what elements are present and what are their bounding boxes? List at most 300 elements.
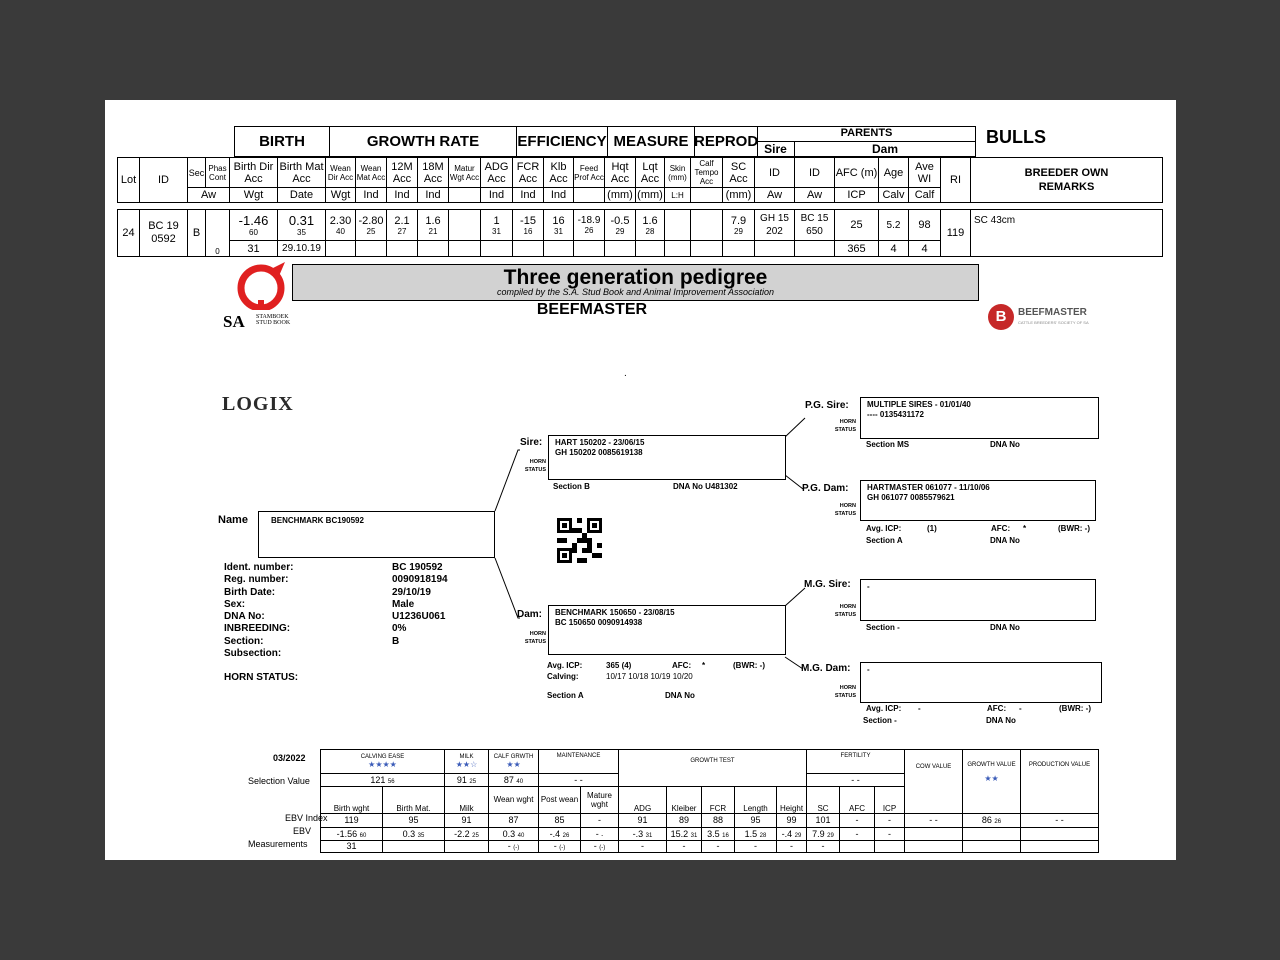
- pg-sire-line1: MULTIPLE SIRES - 01/01/40: [867, 400, 971, 409]
- col-fcr: FCR Acc: [513, 158, 544, 188]
- col-klb: Klb Acc: [544, 158, 574, 188]
- birthdate-value: 29/10/19: [392, 586, 431, 598]
- unit-aw2: Aw: [755, 188, 795, 203]
- col-fcr: FCR: [702, 787, 735, 813]
- ebv-value-cell: [875, 827, 905, 840]
- col-id: ID: [140, 158, 188, 203]
- ebv-index-growth-value: [963, 813, 1021, 827]
- group-fertility: FERTILITY: [807, 750, 905, 774]
- row-sec: B: [188, 210, 206, 257]
- col-dam-id: ID: [795, 158, 835, 188]
- pg-dam-icp: (1): [927, 524, 937, 533]
- group-calving-ease: [321, 750, 445, 774]
- ebv-index-cell: 87: [489, 813, 539, 827]
- sel-calf-acc: 40: [516, 779, 524, 786]
- ebv-value-cell: [321, 827, 383, 840]
- logix-logo: LOGIX: [222, 393, 294, 415]
- col-calf-tempo: Calf Tempo Acc: [691, 158, 723, 188]
- m18-acc: 21: [428, 226, 438, 236]
- sel-calving-value: 121: [370, 775, 386, 786]
- col-adg: ADG: [619, 787, 667, 813]
- col-milk: Milk: [445, 787, 489, 813]
- ebv-acc: 29: [794, 832, 802, 839]
- birth-header-label: BIRTH: [259, 133, 305, 150]
- ebv-acc: 60: [359, 832, 367, 839]
- group-maintenance: MAINTENANCE: [539, 750, 619, 774]
- col-birth-mat: Birth Mat.: [383, 787, 445, 813]
- ebv-index-cell: 85: [539, 813, 581, 827]
- inbreeding-label: INBREEDING:: [224, 623, 291, 635]
- measurement-cell: [581, 840, 619, 852]
- ebv-index-cell: 99: [777, 813, 807, 827]
- mg-sire-horn-status: HORN STATUS: [834, 604, 856, 618]
- pg-sire-section: Section MS: [866, 440, 910, 449]
- measurement-cell: [539, 840, 581, 852]
- measurement-value: -: [790, 841, 793, 852]
- growth-header-label: GROWTH RATE: [366, 133, 480, 150]
- mg-dam-dna: DNA No: [986, 716, 1016, 725]
- dam-box: [548, 605, 786, 655]
- ident-value: BC 190592: [392, 562, 443, 573]
- birth-mat-acc: 35: [297, 228, 306, 237]
- measurement-cell: [445, 840, 489, 852]
- col-lqt: Lqt Acc: [636, 158, 665, 188]
- sire-dna: DNA No U481302: [673, 482, 738, 491]
- ebv-acc: 25: [472, 832, 479, 839]
- col-remarks: BREEDER OWN REMARKS: [971, 158, 1163, 203]
- milk-label: MILK: [459, 754, 474, 761]
- measurement-cell: [321, 840, 383, 852]
- ebv-index-production: - -: [1021, 813, 1099, 827]
- mg-sire-label: M.G. Sire:: [804, 579, 851, 590]
- m12-acc: 27: [397, 226, 407, 236]
- measurement-cell: [875, 840, 905, 852]
- m18-value: 1.6: [425, 214, 441, 227]
- group-calf-growth: [489, 750, 539, 774]
- measurement-cell: [807, 840, 840, 852]
- pg-dam-line1: HARTMASTER 061077 - 11/10/06: [867, 483, 990, 492]
- measurement-acc: (-): [559, 845, 566, 852]
- reg-label: Reg. number:: [224, 574, 289, 586]
- measurement-empty: [1021, 840, 1099, 852]
- reprod-header-label: REPROD: [694, 133, 759, 150]
- measurement-value: -: [821, 841, 825, 852]
- measurement-cell: [383, 840, 445, 852]
- ebv-index-gv-acc: 26: [994, 819, 1002, 826]
- mg-dam-afc: -: [1019, 704, 1022, 713]
- parents-title: PARENTS: [840, 127, 893, 139]
- ebv-value: -.3: [632, 828, 644, 839]
- ebv-label: EBV: [293, 826, 312, 836]
- ebv-measurement-row: [321, 840, 1099, 852]
- ebv-value: -: [855, 828, 859, 839]
- birth-mat-value: 0.31: [288, 213, 315, 228]
- ebv-value: -.4: [781, 828, 793, 839]
- dam-bwr: (BWR: -): [733, 661, 765, 670]
- calving-ease-label: CALVING EASE: [360, 754, 405, 761]
- col-kleiber: Kleiber: [667, 787, 702, 813]
- sex-value: Male: [392, 598, 415, 610]
- measurement-value: -: [682, 841, 686, 852]
- ebv-acc: 31: [645, 832, 653, 839]
- birth-dir-acc: 60: [249, 228, 258, 237]
- group-production-value: PRODUCTION VALUE: [1021, 750, 1099, 814]
- dam-dna: DNA No: [665, 691, 695, 700]
- unit-mm2: (mm): [637, 189, 663, 201]
- mg-dam-label: M.G. Dam:: [801, 663, 851, 674]
- pg-sire-label: P.G. Sire:: [805, 400, 849, 411]
- pg-sire-line2: ---- 0135431172: [867, 410, 924, 419]
- ebv-value-cell: [735, 827, 777, 840]
- pg-dam-label: P.G. Dam:: [802, 483, 849, 494]
- ebv-value-row: [321, 827, 1099, 840]
- wean-dir-acc: 40: [336, 226, 345, 236]
- mg-dam-line1: -: [867, 665, 870, 674]
- mg-dam-box: [860, 662, 1102, 703]
- ebv-value-cell: [445, 827, 489, 840]
- ebv-value: 3.5: [707, 828, 720, 839]
- m12-value: 2.1: [394, 214, 410, 227]
- ebv-value-cell: [840, 827, 875, 840]
- calving-ease-stars: ★★★★: [368, 760, 397, 770]
- line-to-pg-dam: [785, 475, 803, 489]
- sa-logo-text: SA: [223, 312, 245, 331]
- section-label: Section:: [224, 635, 264, 647]
- pg-dam-icp-label: Avg. ICP:: [866, 524, 902, 533]
- pg-dam-line2: GH 061077 0085579621: [867, 493, 955, 502]
- unit-ind3: Ind: [418, 188, 449, 203]
- unit-ind5: Ind: [513, 188, 544, 203]
- sex-label: Sex:: [224, 598, 246, 610]
- dam-afc-label: AFC:: [672, 661, 692, 670]
- calf-growth-label: CALF GRWTH: [493, 754, 534, 761]
- dam-icp: 365 (4): [606, 661, 632, 670]
- measure-header-label: MEASURE: [613, 133, 689, 150]
- pg-dam-afc: *: [1023, 524, 1027, 533]
- col-sc: SC: [807, 787, 840, 813]
- ebv-value-cell: [383, 827, 445, 840]
- adg-acc: 31: [492, 226, 501, 236]
- sire-label: Sire:: [520, 437, 543, 448]
- pg-sire-dna: DNA No: [990, 440, 1020, 449]
- measurements-label: Measurements: [248, 839, 308, 849]
- row-icp: 365: [835, 241, 879, 257]
- sire-line1: HART 150202 - 23/06/15: [555, 438, 645, 447]
- col-sec: Sec: [188, 158, 206, 188]
- col-birth-mat: Birth Mat Acc: [278, 158, 326, 188]
- measurement-value: -: [593, 841, 597, 852]
- pg-dam-box: [860, 480, 1096, 521]
- ebv-value: -: [888, 828, 891, 839]
- breed-name: BEEFMASTER: [536, 301, 648, 318]
- unit-aw3: Aw: [795, 188, 835, 203]
- dam-horn-status: HORN STATUS: [524, 631, 546, 645]
- sire-horn-status: HORN STATUS: [524, 459, 546, 473]
- ebv-acc: 16: [722, 832, 729, 839]
- sel-calving: [321, 774, 445, 787]
- ebv-table: [320, 749, 1099, 853]
- measurement-empty: [905, 840, 963, 852]
- unit-mm1: (mm): [605, 188, 636, 203]
- ebv-value: -1.56: [336, 828, 358, 839]
- measurement-cell: [777, 840, 807, 852]
- measurement-cell: [702, 840, 735, 852]
- col-mature-wght: Mature wght: [581, 787, 619, 813]
- col-length: Length: [735, 787, 777, 813]
- lqt-value: 1.6: [642, 214, 658, 227]
- ebv-acc: 35: [417, 832, 425, 839]
- group-milk: [445, 750, 489, 774]
- ebv-index-row: [321, 813, 1099, 827]
- dam-calving-label: Calving:: [547, 672, 579, 681]
- col-ave: Ave WI: [909, 158, 941, 188]
- dam-line1: BENCHMARK 150650 - 23/08/15: [555, 608, 675, 617]
- unit-ind4: Ind: [481, 188, 513, 203]
- row-birth-date: 29.10.19: [278, 241, 326, 257]
- mg-sire-line1: -: [867, 582, 870, 591]
- measurement-cell: [840, 840, 875, 852]
- pg-dam-section: Section A: [866, 536, 903, 545]
- row-phas: 0: [206, 210, 230, 257]
- ebv-value-empty: [1021, 827, 1099, 840]
- ebv-date: 03/2022: [273, 753, 306, 763]
- ebv-acc: 28: [759, 832, 767, 839]
- unit-date: Date: [278, 188, 326, 203]
- ebv-value: -: [595, 828, 599, 839]
- mg-sire-section: Section -: [866, 623, 900, 632]
- col-afc: AFC: [840, 787, 875, 813]
- ebv-index-cow: - -: [905, 813, 963, 827]
- mg-dam-icp-label: Avg. ICP:: [866, 704, 902, 713]
- beefmaster-logo-sub: CATTLE BREEDERS' SOCIETY OF SA: [1018, 320, 1089, 325]
- measurement-empty: [963, 840, 1021, 852]
- sel-maint: - -: [539, 774, 619, 787]
- row-age: 5.2: [879, 210, 909, 241]
- mg-dam-icp: -: [918, 704, 921, 713]
- ebv-value: 7.9: [812, 828, 825, 839]
- adg-value: 1: [493, 214, 500, 227]
- unit-icp: ICP: [835, 188, 879, 203]
- reg-value: 0090918194: [392, 574, 448, 586]
- measurement-cell: [489, 840, 539, 852]
- ebv-index-label: EBV Index: [285, 813, 328, 823]
- sel-milk-value: 91: [456, 775, 467, 786]
- col-matur: Matur Wgt Acc: [449, 158, 481, 188]
- ebv-index-cell: 95: [735, 813, 777, 827]
- ebv-acc: 40: [517, 832, 525, 839]
- sire-box: [548, 435, 786, 480]
- ebv-value-cell: [489, 827, 539, 840]
- ebv-value-cell: [702, 827, 735, 840]
- ebv-index-cell: 101: [807, 813, 840, 827]
- measurement-cell: [667, 840, 702, 852]
- row-calv: 4: [879, 241, 909, 257]
- ebv-value: -2.2: [454, 828, 470, 839]
- col-icp: ICP: [875, 787, 905, 813]
- fcr-acc: 16: [523, 226, 533, 236]
- sc-value: 7.9: [730, 214, 747, 227]
- sire-section: Section B: [553, 482, 590, 491]
- col-phas: Phas Cont: [206, 158, 230, 188]
- section-value: B: [392, 635, 400, 647]
- pg-dam-dna: DNA No: [990, 536, 1020, 545]
- measurement-value: -: [754, 841, 757, 852]
- parents-sire: Sire: [764, 142, 787, 156]
- unit-wgt2: Wgt: [326, 188, 356, 203]
- pg-dam-bwr: (BWR: -): [1058, 524, 1090, 533]
- measurement-value: -: [553, 841, 557, 852]
- ebv-value-cell: [667, 827, 702, 840]
- dna-label: DNA No:: [224, 611, 265, 623]
- pg-sire-box: [860, 397, 1099, 439]
- pedigree-sheet: [105, 100, 1176, 860]
- col-hqt: Hqt Acc: [605, 158, 636, 188]
- ebv-index-cell: 89: [667, 813, 702, 827]
- feed-value: -18.9: [577, 215, 601, 226]
- birth-dir-value: -1.46: [238, 213, 269, 228]
- group-cow-value: COW VALUE: [905, 750, 963, 814]
- klb-value: 16: [552, 214, 565, 227]
- ebv-index-cell: -: [875, 813, 905, 827]
- unit-ind2: Ind: [387, 188, 418, 203]
- col-wean-wght: Wean wght: [489, 787, 539, 813]
- col-birth-wght: Birth wght: [321, 787, 383, 813]
- mg-dam-bwr: (BWR: -): [1059, 704, 1091, 713]
- col-afc: AFC (m): [835, 158, 879, 188]
- dam-icp-label: Avg. ICP:: [547, 661, 583, 670]
- lqt-acc: 28: [645, 226, 655, 236]
- inbreeding-value: 0%: [392, 623, 407, 635]
- ebv-value: 1.5: [744, 828, 758, 839]
- name-label: Name: [218, 514, 248, 526]
- ebv-value: -.4: [549, 828, 561, 839]
- row-remarks: SC 43cm: [971, 210, 1163, 257]
- unit-ind: Ind: [356, 188, 387, 203]
- measurement-cell: [619, 840, 667, 852]
- growth-value-stars: ★★: [984, 774, 999, 783]
- col-wean-dir: Wean Dir Acc: [326, 158, 356, 188]
- ebv-value-cell: [539, 827, 581, 840]
- ebv-value-cell: [619, 827, 667, 840]
- horn-status-label: HORN STATUS:: [224, 672, 299, 683]
- ident-label: Ident. number:: [224, 562, 294, 573]
- pg-dam-horn-status: HORN STATUS: [834, 503, 856, 517]
- measurement-value: -: [507, 841, 511, 852]
- sa-logo-sub2: STUD BOOK: [256, 320, 291, 326]
- sel-calf: [489, 774, 539, 787]
- hqt-acc: 29: [615, 226, 625, 236]
- wean-dir-value: 2.30: [329, 214, 352, 227]
- mg-sire-dna: DNA No: [990, 623, 1020, 632]
- unit-aw: Aw: [188, 188, 230, 203]
- col-age: Age: [879, 158, 909, 188]
- ebv-index-gv-value: 86: [981, 815, 992, 826]
- ebv-acc: 29: [827, 832, 834, 839]
- group-growth-test: GROWTH TEST: [619, 750, 807, 787]
- measurement-value: -: [716, 841, 720, 852]
- col-adg: ADG Acc: [481, 158, 513, 188]
- fcr-value: -15: [520, 214, 536, 227]
- line-to-pg-sire: [785, 418, 805, 437]
- page-title: Three generation pedigree: [503, 266, 768, 289]
- ebv-value: 15.2: [670, 828, 689, 839]
- beefmaster-b-icon: B: [988, 304, 1014, 330]
- sa-logo-sub1: STAMBOEK: [256, 314, 289, 320]
- beefmaster-logo-text: BEEFMASTER: [1018, 307, 1087, 318]
- feed-acc: 26: [584, 226, 594, 235]
- row-lot: 24: [118, 210, 140, 257]
- measurement-cell: [735, 840, 777, 852]
- measurement-acc: (-): [599, 845, 606, 852]
- subsection-label: Subsection:: [224, 648, 282, 660]
- row-dam-id: BC 15 650: [795, 210, 835, 241]
- col-skin: Skin (mm): [665, 158, 691, 188]
- col-post-wean: Post wean: [539, 787, 581, 813]
- ebv-index-cell: 119: [321, 813, 383, 827]
- milk-stars: ★★☆: [455, 760, 478, 770]
- col-height: Height: [777, 787, 807, 813]
- ebv-index-cell: 91: [445, 813, 489, 827]
- col-sc: SC Acc: [723, 158, 755, 188]
- mg-dam-afc-label: AFC:: [987, 704, 1007, 713]
- ebv-value-cell: [581, 827, 619, 840]
- measurement-value: 31: [346, 841, 357, 852]
- sel-calf-value: 87: [503, 775, 514, 786]
- hqt-value: -0.5: [610, 214, 630, 227]
- birthdate-label: Birth Date:: [224, 586, 276, 598]
- wean-mat-acc: 25: [366, 226, 376, 236]
- row-ave: 98: [909, 210, 941, 241]
- ebv-value: 0.3: [502, 828, 516, 839]
- ebv-acc: -: [601, 832, 604, 839]
- row-calf: 4: [909, 241, 941, 257]
- sel-calving-acc: 56: [387, 779, 395, 786]
- pg-sire-horn-status: HORN STATUS: [834, 419, 856, 433]
- growth-value-label: GROWTH VALUE: [967, 762, 1016, 768]
- ebv-value-cell: [777, 827, 807, 840]
- row-id: BC 19 0592: [140, 210, 188, 257]
- bulls-label: BULLS: [986, 127, 1046, 147]
- dam-line2: BC 150650 0090914938: [555, 618, 643, 627]
- unit-wgt: Wgt: [230, 188, 278, 203]
- ebv-index-cell: 91: [619, 813, 667, 827]
- ebv-value-empty: [905, 827, 963, 840]
- mg-sire-box: [860, 579, 1096, 621]
- measurement-value: -: [641, 841, 644, 852]
- measurement-acc: (-): [513, 845, 520, 852]
- sire-line2: GH 150202 0085619138: [555, 448, 643, 457]
- unit-lh: L:H: [665, 188, 691, 203]
- unit-mm3: (mm): [723, 188, 755, 203]
- ebv-index-cell: -: [581, 813, 619, 827]
- ebv-value: 0.3: [402, 828, 416, 839]
- dam-section: Section A: [547, 691, 584, 700]
- row-sire-id: GH 15 202: [755, 210, 795, 241]
- col-feed: Feed Prof Acc: [574, 158, 605, 188]
- animal-name: BENCHMARK BC190592: [271, 516, 364, 525]
- sel-fert: - -: [807, 774, 905, 787]
- ebv-value-cell: [807, 827, 840, 840]
- ebv-index-cell: 95: [383, 813, 445, 827]
- unit-calf2: Calf: [909, 188, 941, 203]
- dam-calving: 10/17 10/18 10/19 10/20: [606, 672, 693, 681]
- dam-label: Dam:: [517, 609, 543, 620]
- row-birth-wgt: 31: [230, 241, 278, 257]
- ebv-acc: 26: [562, 832, 570, 839]
- efficiency-header-label: EFFICIENCY: [517, 133, 607, 150]
- col-sire-id: ID: [755, 158, 795, 188]
- page-subtitle: compiled by the S.A. Stud Book and Animal Improvement Association: [497, 287, 774, 297]
